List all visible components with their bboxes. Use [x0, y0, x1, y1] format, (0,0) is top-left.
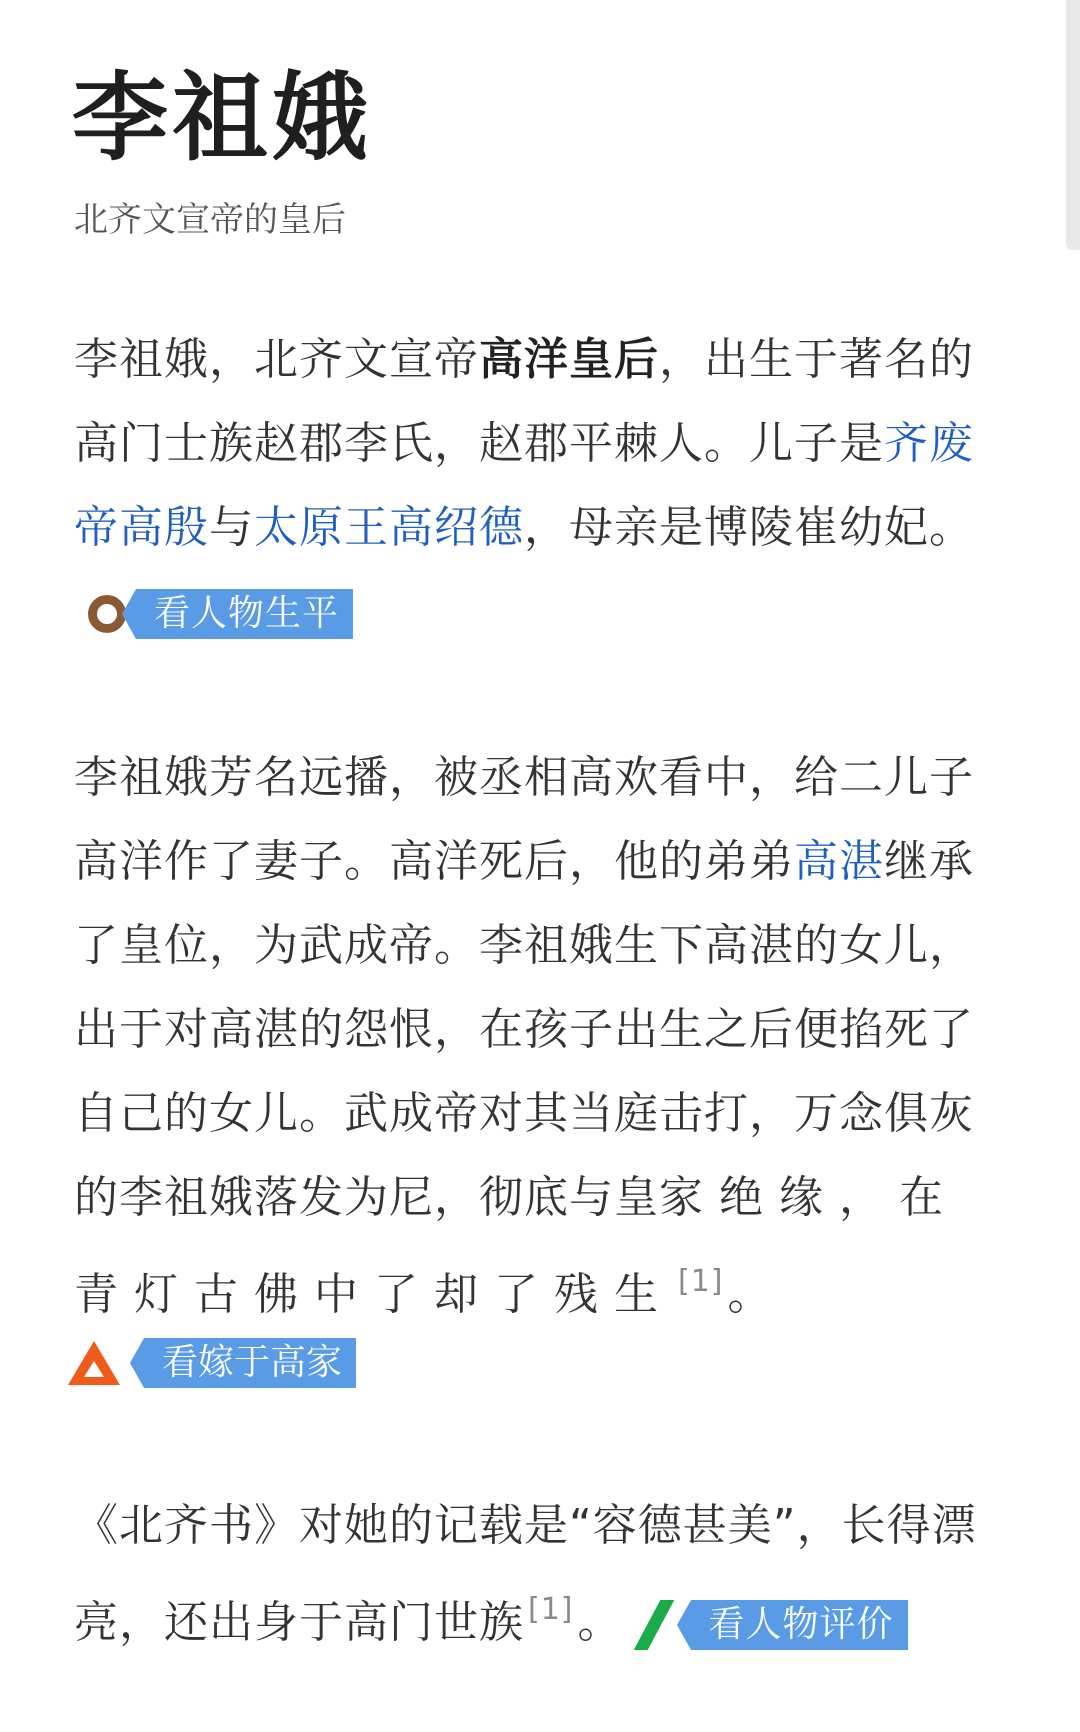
text-segment: ，出生于著名的高门士族赵郡李氏，赵郡平棘人。儿子是 [74, 334, 974, 469]
page-title: 李祖娥 [72, 62, 372, 174]
text-segment: ，母亲是博陵崔幼妃。 [524, 502, 974, 553]
bold-text: 高洋皇后 [479, 334, 659, 385]
tag-row [68, 1338, 356, 1388]
text-segment: 与 [209, 502, 254, 553]
evaluation-paragraph [74, 1484, 1006, 1665]
text-segment: 李祖娥，北齐文宣帝 [74, 334, 479, 385]
link-taiyuan-wang[interactable]: 太原王高绍德 [254, 502, 524, 553]
warning-triangle-icon [68, 1341, 120, 1385]
text-segment: 。 [727, 1269, 773, 1320]
text-segment: 《北齐书》对她的记载是“容德甚美”，长得漂亮，还出身于高门世族 [74, 1500, 977, 1648]
story-paragraph [74, 736, 1006, 1337]
intro-paragraph [74, 318, 1006, 654]
link-gao-zhan[interactable]: 高湛 [794, 836, 884, 887]
text-segment: 李祖娥芳名远播，被丞相高欢看中，给二儿子高洋作了妻子。高洋死后，他的弟弟 [74, 752, 974, 887]
tag-life-button[interactable]: 看人物生平 [136, 589, 353, 639]
text-segment: 。 [577, 1597, 623, 1648]
reference-link[interactable]: [1] [678, 1264, 724, 1299]
text-segment: 继承了皇位，为武成帝。李祖娥生下高湛的女儿，出于对高湛的怨恨，在孩子出生之后便掐死了自己的女儿。武成帝对其当庭击打，万念俱灰的李祖娥落发为尼，彻底与皇 [74, 836, 974, 1223]
reference-link[interactable]: [1] [528, 1592, 574, 1627]
scrollbar[interactable] [1066, 0, 1080, 250]
link-qi-feidi[interactable]: 齐废帝高殷 [74, 418, 974, 553]
text-segment: 家绝缘，在青灯古佛中了却了残生 [74, 1172, 959, 1320]
green-slash-icon [633, 1600, 674, 1650]
tag-marriage-button[interactable]: 看嫁于高家 [144, 1338, 356, 1388]
page-subtitle: 北齐文宣帝的皇后 [74, 200, 346, 240]
tag-evaluation-button[interactable]: 看人物评价 [691, 1600, 908, 1650]
ring-icon [88, 595, 126, 633]
